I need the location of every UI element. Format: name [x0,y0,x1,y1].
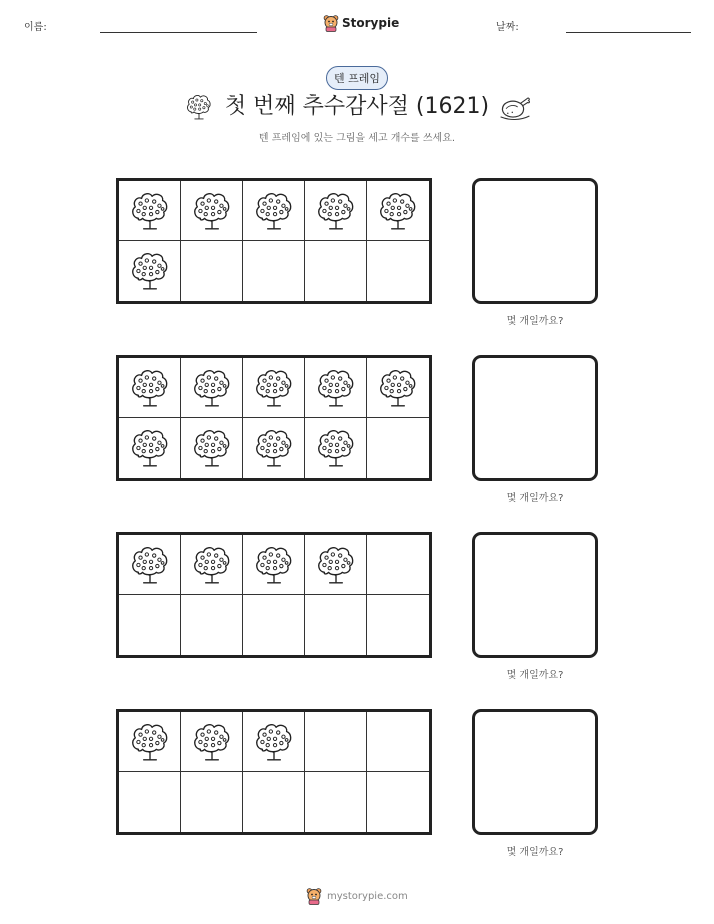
frame-cell [305,181,367,241]
frame-cell [367,712,429,772]
frame-cell [243,595,305,655]
fruit-tree-icon [191,721,233,763]
category-badge: 텐 프레임 [326,66,388,90]
frame-cell [243,358,305,418]
fruit-tree-icon [129,544,171,586]
brand-name: Storypie [342,16,400,30]
frame-cell [305,712,367,772]
name-line[interactable] [100,32,257,33]
frame-cell [181,241,243,301]
frame-cell [305,772,367,832]
frame-cell [119,772,181,832]
frame-cell [181,712,243,772]
frame-cell [367,772,429,832]
frame-cell [367,418,429,478]
roast-turkey-icon [497,93,533,121]
frame-cell [243,712,305,772]
fruit-tree-icon [191,544,233,586]
frame-cell [181,418,243,478]
storypie-bear-icon [323,14,339,32]
frame-cell [367,181,429,241]
fruit-tree-icon [191,190,233,232]
name-label: 이름: [24,22,47,33]
frame-cell [181,181,243,241]
frame-cell [305,241,367,301]
frame-cell [367,535,429,595]
frame-cell [181,772,243,832]
frame-cell [305,358,367,418]
frame-cell [305,535,367,595]
brand-logo [323,13,399,33]
answer-box-4[interactable] [472,709,598,835]
frame-cell [119,595,181,655]
fruit-tree-icon [377,367,419,409]
fruit-tree-icon [191,427,233,469]
fruit-tree-icon [315,367,357,409]
date-label: 날짜: [496,22,519,33]
fruit-tree-icon [253,367,295,409]
answer-box-2[interactable] [472,355,598,481]
footer [306,888,408,904]
fruit-tree-icon [191,367,233,409]
frame-cell [243,535,305,595]
fruit-tree-icon [253,544,295,586]
ten-frame-1 [116,178,432,304]
fruit-tree-icon [253,190,295,232]
instruction-text: 텐 프레임에 있는 그림을 세고 개수를 쓰세요. [258,133,456,144]
frame-cell [243,772,305,832]
fruit-tree-icon [129,250,171,292]
frame-cell [181,358,243,418]
frame-cell [367,595,429,655]
answer-box-3[interactable] [472,532,598,658]
frame-cell [243,241,305,301]
fruit-tree-icon [253,721,295,763]
page-title: 첫 번째 추수감사절 (1621) [224,94,490,119]
fruit-tree-icon [377,190,419,232]
ten-frame-3 [116,532,432,658]
answer-box-1[interactable] [472,178,598,304]
ten-frame-2 [116,355,432,481]
storypie-bear-icon [306,887,322,905]
frame-cell [305,418,367,478]
frame-cell [119,712,181,772]
fruit-tree-icon [129,190,171,232]
question-label-1: 몇 개일까요? [506,316,564,327]
frame-cell [119,535,181,595]
frame-cell [119,358,181,418]
frame-cell [367,358,429,418]
frame-cell [119,418,181,478]
frame-cell [181,595,243,655]
fruit-tree-icon [129,721,171,763]
frame-cell [243,181,305,241]
question-label-2: 몇 개일까요? [506,493,564,504]
frame-cell [119,241,181,301]
fruit-tree-icon [315,190,357,232]
fruit-tree-icon [129,367,171,409]
fruit-tree-icon [315,427,357,469]
question-label-4: 몇 개일까요? [506,847,564,858]
question-label-3: 몇 개일까요? [506,670,564,681]
fruit-tree-icon [253,427,295,469]
ten-frame-4 [116,709,432,835]
fruit-tree-icon [129,427,171,469]
footer-url: mystorypie.com [327,890,408,902]
frame-cell [181,535,243,595]
frame-cell [243,418,305,478]
date-line[interactable] [566,32,691,33]
frame-cell [367,241,429,301]
frame-cell [119,181,181,241]
fruit-tree-icon [315,544,357,586]
frame-cell [305,595,367,655]
